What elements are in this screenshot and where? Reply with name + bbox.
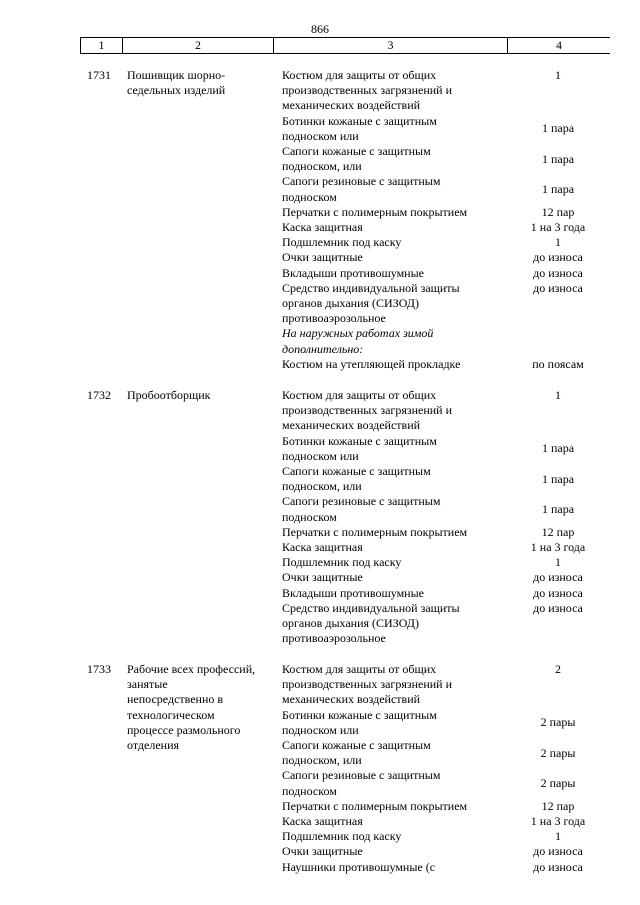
item-name	[282, 525, 512, 540]
item-line: Каска защитная	[282, 540, 363, 554]
item-line: Очки защитные	[282, 844, 363, 859]
item-name	[282, 266, 512, 281]
profession-line: занятые	[127, 677, 168, 692]
item-line: Перчатки с полимерным покрытием	[282, 798, 468, 813]
item-line: противоаэрозольное	[282, 631, 386, 646]
item-name	[282, 570, 512, 585]
item-line: органов дыхания (СИЗОД)	[282, 296, 419, 310]
profession-line: Пробоотборщик	[127, 388, 211, 402]
item-line: подноском, или	[282, 479, 362, 494]
item-line: Перчатки с полимерным покрытием	[282, 524, 468, 539]
item-line: Костюм для защиты от общих	[282, 662, 437, 676]
item-quantity: 1	[555, 829, 561, 844]
item-line: Подшлемник под каску	[282, 829, 402, 844]
item-line: Сапоги резиновые с защитным	[282, 174, 441, 189]
profession-line: седельных изделий	[127, 83, 226, 98]
item-quantity: до износа	[533, 570, 583, 585]
item-line: Сапоги кожаные с защитным	[282, 738, 431, 752]
item-name	[282, 464, 512, 494]
item-quantity: 1 пара	[541, 121, 575, 136]
item-quantity: 1	[555, 555, 561, 570]
item-line: Наушники противошумные (с	[282, 859, 436, 874]
item-name	[282, 555, 512, 570]
item-name	[282, 860, 512, 875]
item-quantity: 1	[555, 388, 561, 402]
row-number: 1732	[87, 388, 111, 402]
item-name	[282, 235, 512, 250]
item-line: Костюм на утепляющей прокладке	[282, 356, 461, 371]
item-name	[282, 144, 512, 174]
item-name	[282, 434, 512, 464]
item-name	[282, 662, 512, 708]
item-line: Сапоги кожаные с защитным	[282, 144, 431, 158]
item-name	[282, 768, 512, 798]
item-line: производственных загрязнений и	[282, 83, 453, 98]
table-header	[80, 37, 610, 54]
column-header-2: 2	[122, 38, 273, 53]
item-line: механических воздействий	[282, 418, 421, 433]
item-line: Ботинки кожаные с защитным	[282, 707, 437, 722]
item-name	[282, 174, 512, 204]
item-line: производственных загрязнений и	[282, 403, 453, 418]
item-line: подноском или	[282, 128, 359, 143]
item-quantity: до износа	[533, 859, 583, 874]
item-line: Очки защитные	[282, 250, 363, 265]
item-line: Каска защитная	[282, 220, 363, 234]
item-line: механических воздействий	[282, 98, 421, 113]
item-line: Вкладыши противошумные	[282, 585, 424, 600]
item-quantity: до износа	[533, 265, 583, 280]
item-line: Подшлемник под каску	[282, 235, 402, 250]
profession-line: Рабочие всех профессий,	[127, 662, 256, 676]
profession-line: процессе размольного	[127, 722, 241, 737]
item-line: подноском, или	[282, 159, 362, 174]
item-line: подноском или	[282, 448, 359, 463]
item-quantity: 1 на 3 года	[530, 814, 586, 828]
row-number: 1731	[87, 68, 111, 82]
item-line: дополнительно:	[282, 341, 364, 356]
item-quantity: 1 пара	[541, 471, 575, 486]
item-name	[282, 738, 512, 768]
item-quantity: до износа	[533, 280, 583, 295]
item-name	[282, 205, 512, 220]
item-line: подноском, или	[282, 753, 362, 768]
item-quantity: до износа	[533, 250, 583, 265]
item-quantity: 1 пара	[541, 501, 575, 516]
item-quantity: 12 пар	[541, 524, 575, 539]
item-line: Сапоги резиновые с защитным	[282, 494, 441, 509]
item-line: Средство индивидуальной защиты	[282, 280, 460, 295]
item-line: подноском или	[282, 722, 359, 737]
item-line: подноском	[282, 509, 337, 524]
item-line: Средство индивидуальной защиты	[282, 600, 460, 615]
item-note	[282, 326, 512, 356]
profession-line: непосредственно в	[127, 692, 224, 707]
column-header-4: 4	[507, 38, 610, 53]
row-number: 1733	[87, 662, 111, 676]
profession-name	[127, 68, 277, 98]
item-line: Каска защитная	[282, 814, 363, 828]
item-quantity: до износа	[533, 600, 583, 615]
column-header-1: 1	[80, 38, 122, 53]
item-quantity: 1 пара	[541, 441, 575, 456]
item-name	[282, 799, 512, 814]
item-line: Подшлемник под каску	[282, 555, 402, 570]
profession-line: технологическом	[127, 707, 215, 722]
item-quantity: 1	[555, 235, 561, 250]
profession-line: отделения	[127, 738, 180, 753]
item-line: Ботинки кожаные с защитным	[282, 113, 437, 128]
item-line: Сапоги кожаные с защитным	[282, 464, 431, 478]
item-quantity: 2	[555, 662, 561, 676]
item-line: подноском	[282, 783, 337, 798]
item-quantity: 12 пар	[541, 204, 575, 219]
item-name	[282, 220, 512, 235]
item-quantity: 2 пары	[540, 715, 576, 730]
item-quantity: по поясам	[532, 356, 584, 371]
item-quantity: 1 пара	[541, 151, 575, 166]
page-number: 866	[311, 22, 329, 36]
item-name	[282, 68, 512, 114]
item-line: подноском	[282, 189, 337, 204]
item-name	[282, 601, 512, 647]
item-line: производственных загрязнений и	[282, 677, 453, 692]
column-header-3: 3	[273, 38, 507, 53]
item-name	[282, 829, 512, 844]
item-quantity: до износа	[533, 585, 583, 600]
item-name	[282, 708, 512, 738]
item-line: Костюм для защиты от общих	[282, 388, 437, 402]
item-name	[282, 844, 512, 859]
item-line: Перчатки с полимерным покрытием	[282, 204, 468, 219]
item-quantity: 1 на 3 года	[530, 220, 586, 234]
item-quantity: до износа	[533, 844, 583, 859]
item-quantity: 12 пар	[541, 798, 575, 813]
item-name	[282, 494, 512, 524]
item-line: Вкладыши противошумные	[282, 265, 424, 280]
item-quantity: 1 пара	[541, 181, 575, 196]
item-line: Сапоги резиновые с защитным	[282, 768, 441, 783]
item-line: органов дыхания (СИЗОД)	[282, 616, 419, 630]
item-quantity: 2 пары	[540, 775, 576, 790]
item-name	[282, 357, 512, 372]
profession-name	[127, 388, 277, 403]
profession-line: Пошивщик шорно-	[127, 68, 226, 82]
item-line: На наружных работах зимой	[282, 326, 434, 341]
item-quantity: 2 пары	[540, 745, 576, 760]
item-name	[282, 250, 512, 265]
item-line: противоаэрозольное	[282, 311, 386, 326]
item-name	[282, 540, 512, 555]
item-quantity: 1	[555, 68, 561, 82]
item-line: Костюм для защиты от общих	[282, 68, 437, 82]
profession-name	[127, 662, 277, 753]
item-quantity: 1 на 3 года	[530, 540, 586, 554]
item-line: Очки защитные	[282, 570, 363, 585]
item-name	[282, 586, 512, 601]
item-name	[282, 388, 512, 434]
item-line: механических воздействий	[282, 692, 421, 707]
item-name	[282, 114, 512, 144]
item-line: Ботинки кожаные с защитным	[282, 433, 437, 448]
item-name	[282, 281, 512, 327]
item-name	[282, 814, 512, 829]
